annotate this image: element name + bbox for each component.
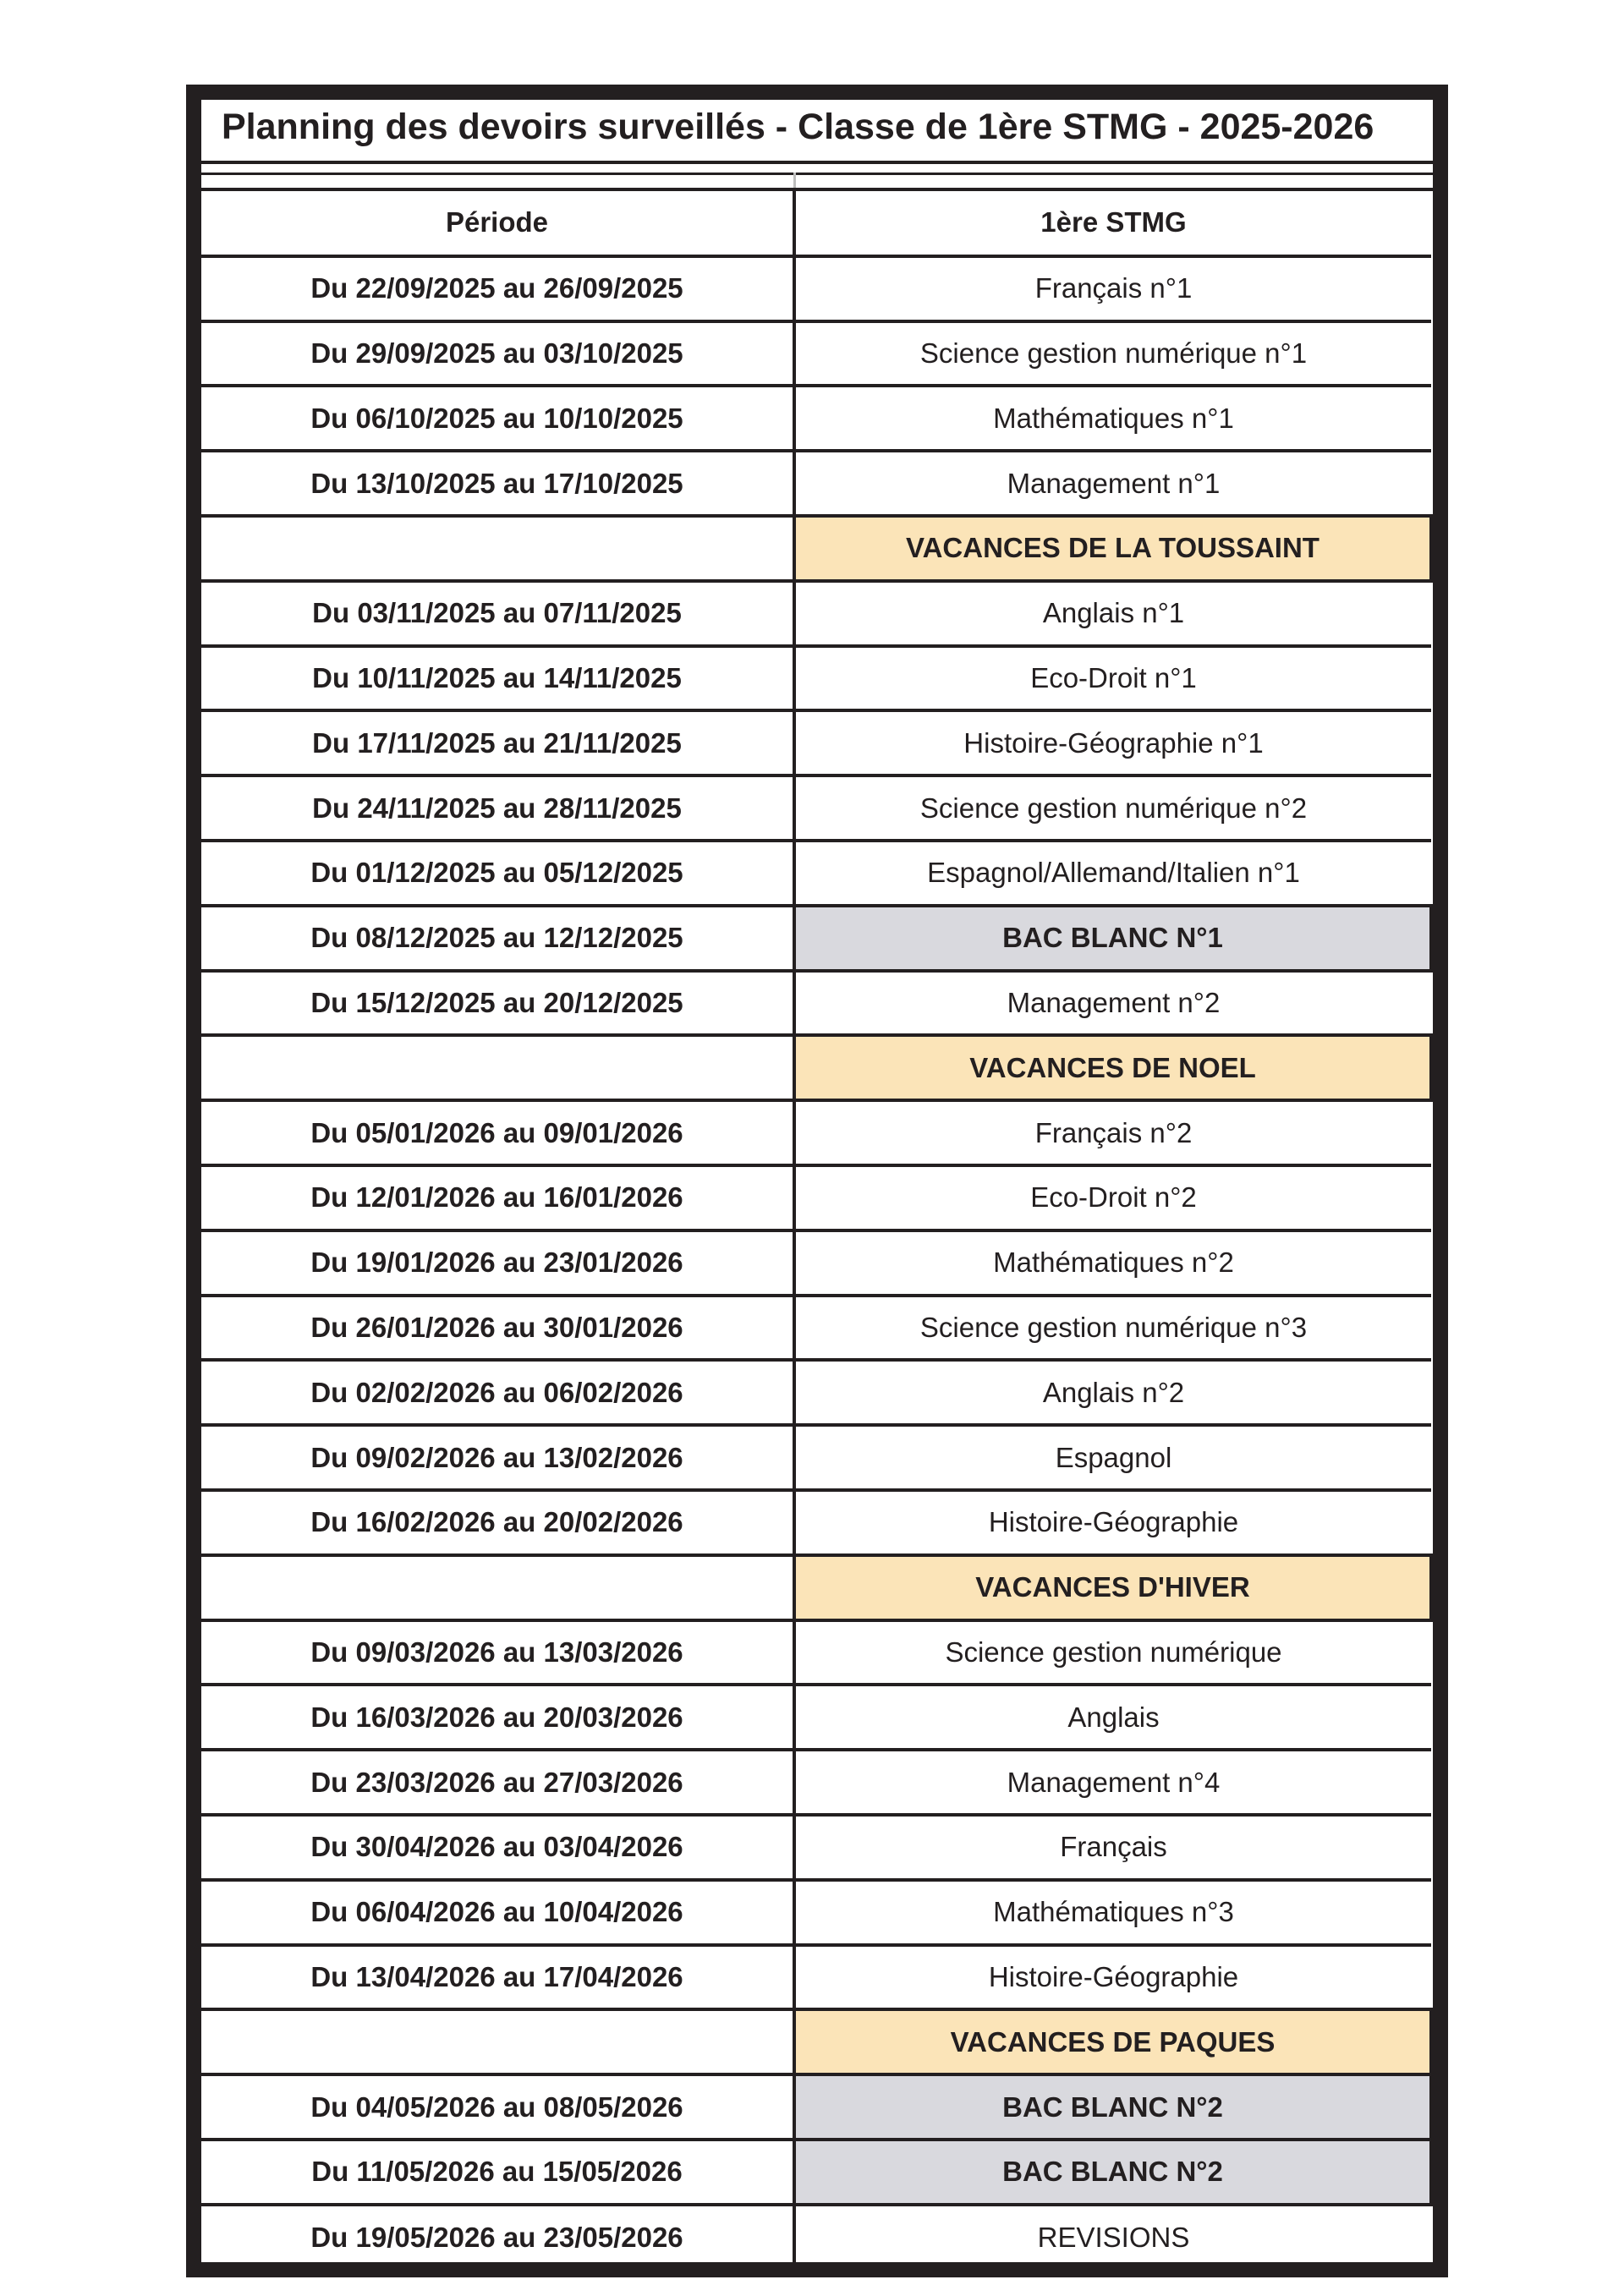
period-cell: Du 19/05/2026 au 23/05/2026 — [201, 2205, 794, 2262]
exam-cell: Histoire-Géographie — [794, 1490, 1431, 1555]
period-cell: Du 13/10/2025 au 17/10/2025 — [201, 451, 794, 516]
period-cell: Du 06/04/2026 au 10/04/2026 — [201, 1880, 794, 1945]
bac-blanc-cell: BAC BLANC N°2 — [794, 2140, 1431, 2205]
table-row — [201, 1165, 1431, 1230]
exam-schedule-table — [201, 191, 1433, 2262]
period-cell: Du 29/09/2025 au 03/10/2025 — [201, 321, 794, 386]
table-row — [201, 710, 1431, 775]
spacer-row — [201, 164, 1433, 191]
period-cell: Du 09/03/2026 au 13/03/2026 — [201, 1620, 794, 1685]
table-row — [201, 1750, 1431, 1815]
table-row — [201, 1230, 1431, 1296]
period-cell: Du 24/11/2025 au 28/11/2025 — [201, 775, 794, 841]
schedule-rows — [201, 256, 1431, 2262]
holiday-row — [201, 1035, 1431, 1100]
period-cell: Du 13/04/2026 au 17/04/2026 — [201, 1945, 794, 2010]
divider — [201, 173, 1433, 175]
exam-cell: Français — [794, 1815, 1431, 1880]
table-row — [201, 581, 1431, 646]
period-cell: Du 22/09/2025 au 26/09/2025 — [201, 256, 794, 321]
exam-cell: Management n°2 — [794, 971, 1431, 1036]
exam-cell: Science gestion numérique — [794, 1620, 1431, 1685]
period-cell: Du 04/05/2026 au 08/05/2026 — [201, 2074, 794, 2140]
exam-cell: Histoire-Géographie — [794, 1945, 1431, 2010]
table-row — [201, 1296, 1431, 1361]
exam-cell: Mathématiques n°2 — [794, 1230, 1431, 1296]
period-cell: Du 16/03/2026 au 20/03/2026 — [201, 1685, 794, 1750]
bac-blanc-cell: BAC BLANC N°1 — [794, 906, 1431, 971]
table-row — [201, 2205, 1431, 2262]
table-row — [201, 646, 1431, 711]
period-cell — [201, 1555, 794, 1620]
table-row — [201, 256, 1431, 321]
document-frame — [186, 85, 1448, 2277]
header-class: 1ère STMG — [794, 191, 1431, 256]
exam-cell: Mathématiques n°3 — [794, 1880, 1431, 1945]
table-row — [201, 386, 1431, 451]
table-row — [201, 1425, 1431, 1490]
period-cell: Du 06/10/2025 au 10/10/2025 — [201, 386, 794, 451]
period-cell: Du 11/05/2026 au 15/05/2026 — [201, 2140, 794, 2205]
period-cell: Du 08/12/2025 au 12/12/2025 — [201, 906, 794, 971]
exam-cell: Anglais — [794, 1685, 1431, 1750]
holiday-row — [201, 516, 1431, 581]
table-row — [201, 1945, 1431, 2010]
holiday-cell: VACANCES DE NOEL — [794, 1035, 1431, 1100]
period-cell: Du 19/01/2026 au 23/01/2026 — [201, 1230, 794, 1296]
table-row — [201, 971, 1431, 1036]
table-row — [201, 1100, 1431, 1165]
exam-cell: Français n°1 — [794, 256, 1431, 321]
table-row — [201, 1620, 1431, 1685]
exam-cell: Management n°1 — [794, 451, 1431, 516]
exam-cell: Histoire-Géographie n°1 — [794, 710, 1431, 775]
period-cell: Du 05/01/2026 au 09/01/2026 — [201, 1100, 794, 1165]
holiday-cell: VACANCES DE LA TOUSSAINT — [794, 516, 1431, 581]
exam-cell: Management n°4 — [794, 1750, 1431, 1815]
table-row — [201, 451, 1431, 516]
table-row — [201, 1815, 1431, 1880]
exam-cell: Eco-Droit n°1 — [794, 646, 1431, 711]
exam-cell: Science gestion numérique n°3 — [794, 1296, 1431, 1361]
exam-cell: Français n°2 — [794, 1100, 1431, 1165]
exam-cell: Anglais n°2 — [794, 1360, 1431, 1425]
table-row — [201, 2074, 1431, 2140]
table-row — [201, 775, 1431, 841]
period-cell: Du 17/11/2025 au 21/11/2025 — [201, 710, 794, 775]
holiday-cell: VACANCES DE PAQUES — [794, 2009, 1431, 2074]
exam-cell: Eco-Droit n°2 — [794, 1165, 1431, 1230]
table-row — [201, 1880, 1431, 1945]
header-row — [201, 191, 1431, 256]
exam-cell: Anglais n°1 — [794, 581, 1431, 646]
period-cell — [201, 516, 794, 581]
bac-blanc-cell: BAC BLANC N°2 — [794, 2074, 1431, 2140]
period-cell: Du 15/12/2025 au 20/12/2025 — [201, 971, 794, 1036]
table-row — [201, 2140, 1431, 2205]
period-cell: Du 23/03/2026 au 27/03/2026 — [201, 1750, 794, 1815]
period-cell: Du 01/12/2025 au 05/12/2025 — [201, 841, 794, 906]
period-cell — [201, 1035, 794, 1100]
table-row — [201, 1490, 1431, 1555]
period-cell: Du 03/11/2025 au 07/11/2025 — [201, 581, 794, 646]
table-row — [201, 321, 1431, 386]
table-row — [201, 1685, 1431, 1750]
exam-cell: Mathématiques n°1 — [794, 386, 1431, 451]
period-cell: Du 02/02/2026 au 06/02/2026 — [201, 1360, 794, 1425]
table-row — [201, 1360, 1431, 1425]
page-title: Planning des devoirs surveillés - Classe de 1ère STMG - 2025-2026 — [201, 100, 1433, 164]
period-cell: Du 16/02/2026 au 20/02/2026 — [201, 1490, 794, 1555]
header-period: Période — [201, 191, 794, 256]
exam-cell: Espagnol — [794, 1425, 1431, 1490]
exam-cell: Science gestion numérique n°2 — [794, 775, 1431, 841]
exam-cell: Espagnol/Allemand/Italien n°1 — [794, 841, 1431, 906]
table-row — [201, 841, 1431, 906]
period-cell — [201, 2009, 794, 2074]
period-cell: Du 10/11/2025 au 14/11/2025 — [201, 646, 794, 711]
period-cell: Du 09/02/2026 au 13/02/2026 — [201, 1425, 794, 1490]
exam-cell: Science gestion numérique n°1 — [794, 321, 1431, 386]
exam-cell: REVISIONS — [1037, 2222, 1190, 2254]
document-page — [201, 100, 1433, 2262]
column-divider — [793, 173, 796, 188]
period-cell: Du 30/04/2026 au 03/04/2026 — [201, 1815, 794, 1880]
holiday-row — [201, 1555, 1431, 1620]
holiday-row — [201, 2009, 1431, 2074]
holiday-cell: VACANCES D'HIVER — [794, 1555, 1431, 1620]
table-row — [201, 906, 1431, 971]
period-cell: Du 26/01/2026 au 30/01/2026 — [201, 1296, 794, 1361]
period-cell: Du 12/01/2026 au 16/01/2026 — [201, 1165, 794, 1230]
